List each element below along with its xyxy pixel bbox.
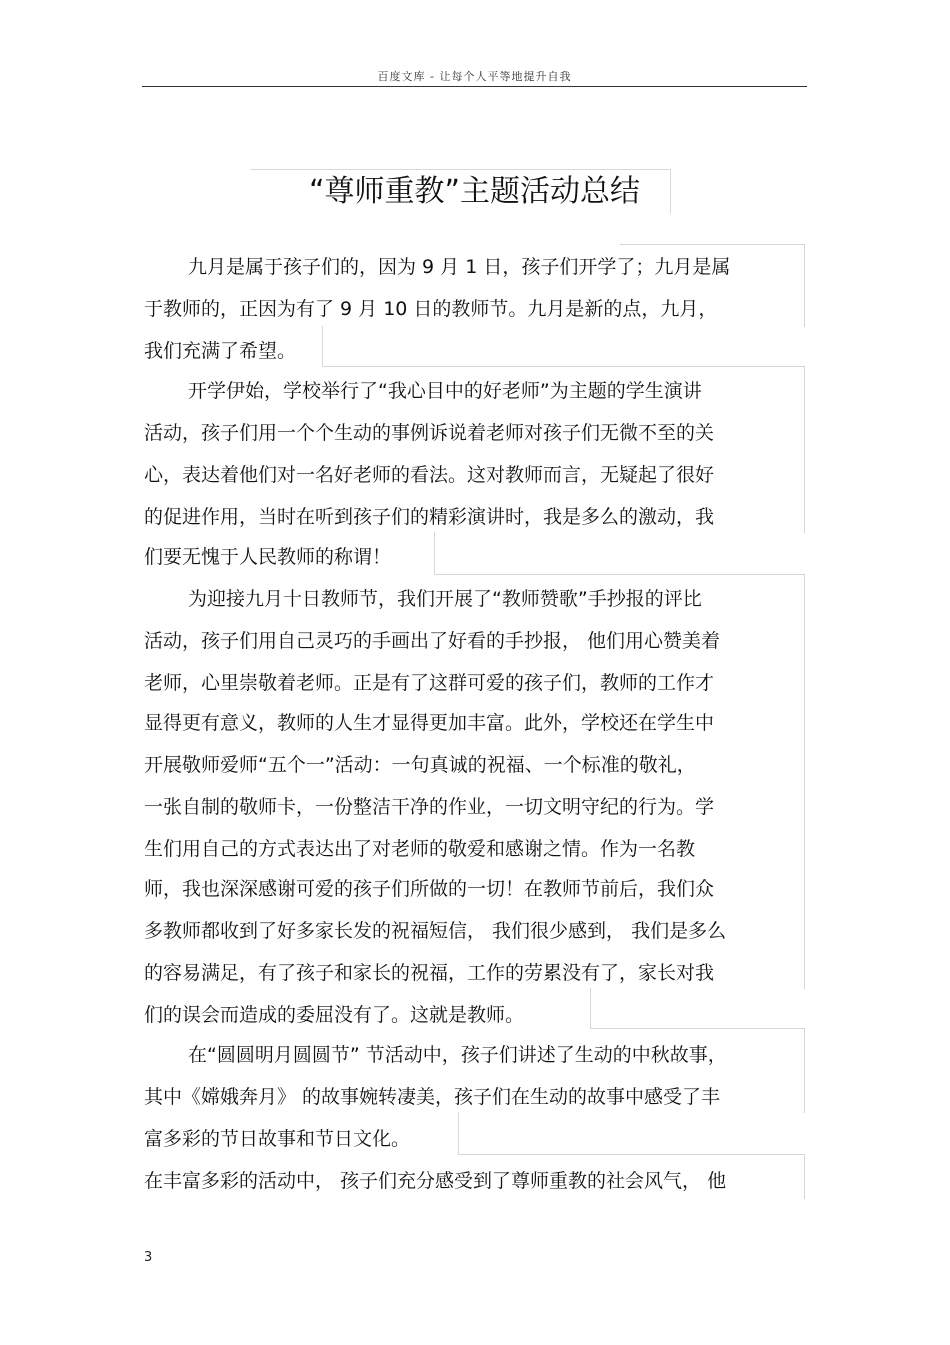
text-line: 的容易满足，有了孩子和家长的祝福，工作的劳累没有了，家长对我 xyxy=(144,962,715,984)
text-line: 我们充满了希望。 xyxy=(144,340,297,362)
text-line: 活动，孩子们用一个个生动的事例诉说着老师对孩子们无微不至的关 xyxy=(144,422,715,444)
text-line: 们要无愧于人民教师的称谓！ xyxy=(144,546,392,568)
text-line: 其中《嫦娥奔月》 的故事婉转凄美，孩子们在生动的故事中感受了丰 xyxy=(144,1086,721,1108)
text-line: 生们用自己的方式表达出了对老师的敬爱和感谢之情。作为一名教 xyxy=(144,838,696,860)
text-line: 开展敬师爱师“五个一”活动：一句真诚的祝福、一个标准的敬礼， xyxy=(144,754,696,776)
text-line: 们的误会而造成的委屈没有了。这就是教师。 xyxy=(144,1004,525,1026)
page-number: 3 xyxy=(144,1250,153,1265)
text-line: 的促进作用，当时在听到孩子们的精彩演讲时，我是多么的激动，我 xyxy=(144,506,715,528)
text-line: 多教师都收到了好多家长发的祝福短信， 我们很少感到， 我们是多么 xyxy=(144,920,727,942)
text-line: 为迎接九月十日教师节，我们开展了“教师赞歌”手抄报的评比 xyxy=(188,588,702,610)
text-line: 活动，孩子们用自己灵巧的手画出了好看的手抄报， 他们用心赞美着 xyxy=(144,630,721,652)
document-title: “尊师重教”主题活动总结 xyxy=(308,174,641,209)
text-line: 师，我也深深感谢可爱的孩子们所做的一切！在教师节前后，我们众 xyxy=(144,878,715,900)
text-line: 心，表达着他们对一名好老师的看法。这对教师而言，无疑起了很好 xyxy=(144,464,715,486)
text-line: 显得更有意义，教师的人生才显得更加丰富。此外，学校还在学生中 xyxy=(144,712,715,734)
text-line: 富多彩的节日故事和节日文化。 xyxy=(144,1128,411,1150)
text-line: 老师，心里崇敬着老师。正是有了这群可爱的孩子们，教师的工作才 xyxy=(144,672,715,694)
header-rule xyxy=(142,86,807,87)
text-line: 在“圆圆明月圆圆节” 节活动中，孩子们讲述了生动的中秋故事， xyxy=(188,1044,727,1066)
text-line: 在丰富多彩的活动中， 孩子们充分感受到了尊师重教的社会风气， 他 xyxy=(144,1170,727,1192)
text-line: 于教师的，正因为有了 9 月 10 日的教师节。九月是新的点，九月， xyxy=(144,298,718,320)
page-header: 百度文库 - 让每个人平等地提升自我 xyxy=(377,70,572,83)
text-line: 一张自制的敬师卡，一份整洁干净的作业，一切文明守纪的行为。学 xyxy=(144,796,715,818)
text-line: 九月是属于孩子们的，因为 9 月 1 日，孩子们开学了；九月是属 xyxy=(188,256,731,278)
text-line: 开学伊始，学校举行了“我心目中的好老师”为主题的学生演讲 xyxy=(188,380,702,402)
